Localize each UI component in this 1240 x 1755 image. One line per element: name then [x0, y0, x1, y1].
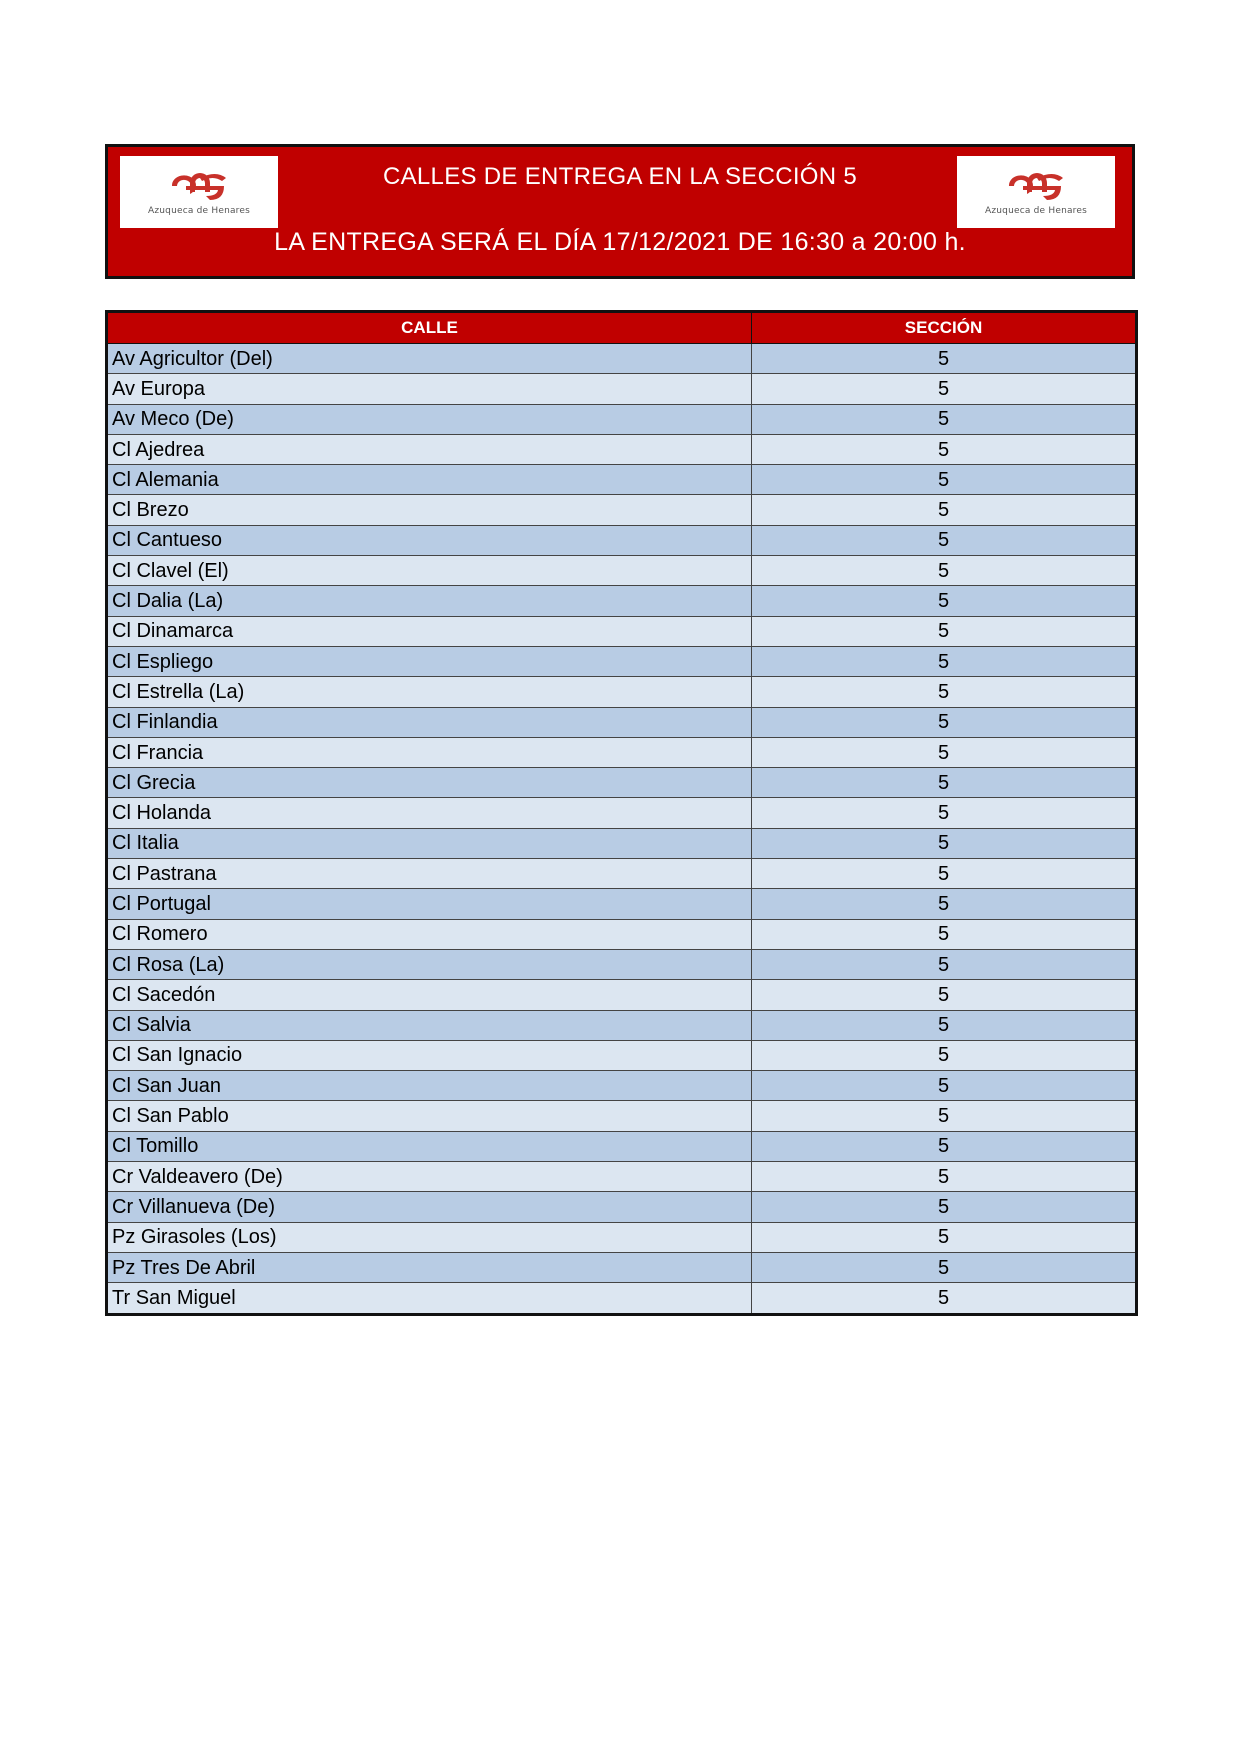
streets-table — [105, 310, 1138, 1316]
street-name-cell: Cl Salvia — [107, 1010, 752, 1040]
table-row — [107, 404, 1137, 434]
table-row — [107, 1252, 1137, 1282]
logo-azuqueca-right — [957, 156, 1115, 228]
column-header-calle: CALLE — [107, 312, 752, 344]
table-row — [107, 465, 1137, 495]
table-row — [107, 1222, 1137, 1252]
table-row — [107, 616, 1137, 646]
section-number-cell: 5 — [752, 737, 1137, 767]
logo-mark-icon — [120, 156, 278, 228]
section-number-cell: 5 — [752, 980, 1137, 1010]
street-name-cell: Cl San Pablo — [107, 1101, 752, 1131]
table-row — [107, 344, 1137, 374]
street-name-cell: Cl Rosa (La) — [107, 949, 752, 979]
section-number-cell: 5 — [752, 344, 1137, 374]
street-name-cell: Cr Villanueva (De) — [107, 1192, 752, 1222]
header-banner — [105, 144, 1135, 279]
street-name-cell: Cl Cantueso — [107, 525, 752, 555]
street-name-cell: Cl Brezo — [107, 495, 752, 525]
section-number-cell: 5 — [752, 677, 1137, 707]
table-row — [107, 434, 1137, 464]
section-number-cell: 5 — [752, 434, 1137, 464]
street-name-cell: Tr San Miguel — [107, 1283, 752, 1314]
table-header-row — [107, 312, 1137, 344]
street-name-cell: Cl Espliego — [107, 646, 752, 676]
table-row — [107, 1071, 1137, 1101]
section-number-cell: 5 — [752, 1071, 1137, 1101]
table-row — [107, 525, 1137, 555]
table-row — [107, 707, 1137, 737]
section-number-cell: 5 — [752, 1252, 1137, 1282]
delivery-date-text: LA ENTREGA SERÁ EL DÍA 17/12/2021 DE 16:30 a 20:00 h. — [274, 228, 966, 256]
street-name-cell: Cl Dinamarca — [107, 616, 752, 646]
table-row — [107, 495, 1137, 525]
street-name-cell: Av Europa — [107, 374, 752, 404]
table-row — [107, 1131, 1137, 1161]
section-number-cell: 5 — [752, 586, 1137, 616]
section-number-cell: 5 — [752, 1283, 1137, 1314]
table-row — [107, 586, 1137, 616]
table-row — [107, 1010, 1137, 1040]
street-name-cell: Cl Sacedón — [107, 980, 752, 1010]
table-row — [107, 828, 1137, 858]
section-number-cell: 5 — [752, 525, 1137, 555]
table-row — [107, 980, 1137, 1010]
street-name-cell: Cl Italia — [107, 828, 752, 858]
table-row — [107, 1040, 1137, 1070]
street-name-cell: Cr Valdeavero (De) — [107, 1162, 752, 1192]
table-row — [107, 1162, 1137, 1192]
street-name-cell: Pz Tres De Abril — [107, 1252, 752, 1282]
street-name-cell: Cl Pastrana — [107, 859, 752, 889]
table-row — [107, 798, 1137, 828]
section-number-cell: 5 — [752, 949, 1137, 979]
section-number-cell: 5 — [752, 646, 1137, 676]
section-number-cell: 5 — [752, 374, 1137, 404]
section-number-cell: 5 — [752, 465, 1137, 495]
section-number-cell: 5 — [752, 828, 1137, 858]
street-name-cell: Cl San Juan — [107, 1071, 752, 1101]
section-number-cell: 5 — [752, 495, 1137, 525]
table-row — [107, 949, 1137, 979]
table-row — [107, 889, 1137, 919]
section-number-cell: 5 — [752, 859, 1137, 889]
street-name-cell: Cl Tomillo — [107, 1131, 752, 1161]
section-number-cell: 5 — [752, 556, 1137, 586]
table-row — [107, 768, 1137, 798]
street-name-cell: Cl Ajedrea — [107, 434, 752, 464]
table-row — [107, 374, 1137, 404]
logo-text-left: Azuqueca de Henares — [147, 206, 251, 216]
street-name-cell: Av Agricultor (Del) — [107, 344, 752, 374]
section-number-cell: 5 — [752, 404, 1137, 434]
column-header-seccion: SECCIÓN — [752, 312, 1137, 344]
table-row — [107, 859, 1137, 889]
street-name-cell: Cl Finlandia — [107, 707, 752, 737]
street-name-cell: Cl Estrella (La) — [107, 677, 752, 707]
section-number-cell: 5 — [752, 1010, 1137, 1040]
table-row — [107, 646, 1137, 676]
street-name-cell: Cl Dalia (La) — [107, 586, 752, 616]
table-row — [107, 1101, 1137, 1131]
section-number-cell: 5 — [752, 1040, 1137, 1070]
street-name-cell: Cl Portugal — [107, 889, 752, 919]
logo-text-right: Azuqueca de Henares — [984, 206, 1088, 216]
table-row — [107, 556, 1137, 586]
street-name-cell: Cl San Ignacio — [107, 1040, 752, 1070]
section-number-cell: 5 — [752, 1162, 1137, 1192]
street-name-cell: Av Meco (De) — [107, 404, 752, 434]
street-name-cell: Cl Clavel (El) — [107, 556, 752, 586]
street-name-cell: Cl Holanda — [107, 798, 752, 828]
table-row — [107, 737, 1137, 767]
section-number-cell: 5 — [752, 1101, 1137, 1131]
section-number-cell: 5 — [752, 768, 1137, 798]
section-number-cell: 5 — [752, 798, 1137, 828]
section-number-cell: 5 — [752, 1192, 1137, 1222]
logo-mark-icon — [957, 156, 1115, 228]
section-number-cell: 5 — [752, 889, 1137, 919]
section-number-cell: 5 — [752, 616, 1137, 646]
street-name-cell: Cl Grecia — [107, 768, 752, 798]
section-number-cell: 5 — [752, 919, 1137, 949]
table-row — [107, 919, 1137, 949]
page-title: CALLES DE ENTREGA EN LA SECCIÓN 5 — [382, 163, 858, 190]
table-row — [107, 1192, 1137, 1222]
section-number-cell: 5 — [752, 1131, 1137, 1161]
section-number-cell: 5 — [752, 707, 1137, 737]
logo-azuqueca-left — [120, 156, 278, 228]
street-name-cell: Cl Francia — [107, 737, 752, 767]
table-row — [107, 677, 1137, 707]
table-row — [107, 1283, 1137, 1314]
street-name-cell: Cl Romero — [107, 919, 752, 949]
street-name-cell: Pz Girasoles (Los) — [107, 1222, 752, 1252]
street-name-cell: Cl Alemania — [107, 465, 752, 495]
section-number-cell: 5 — [752, 1222, 1137, 1252]
